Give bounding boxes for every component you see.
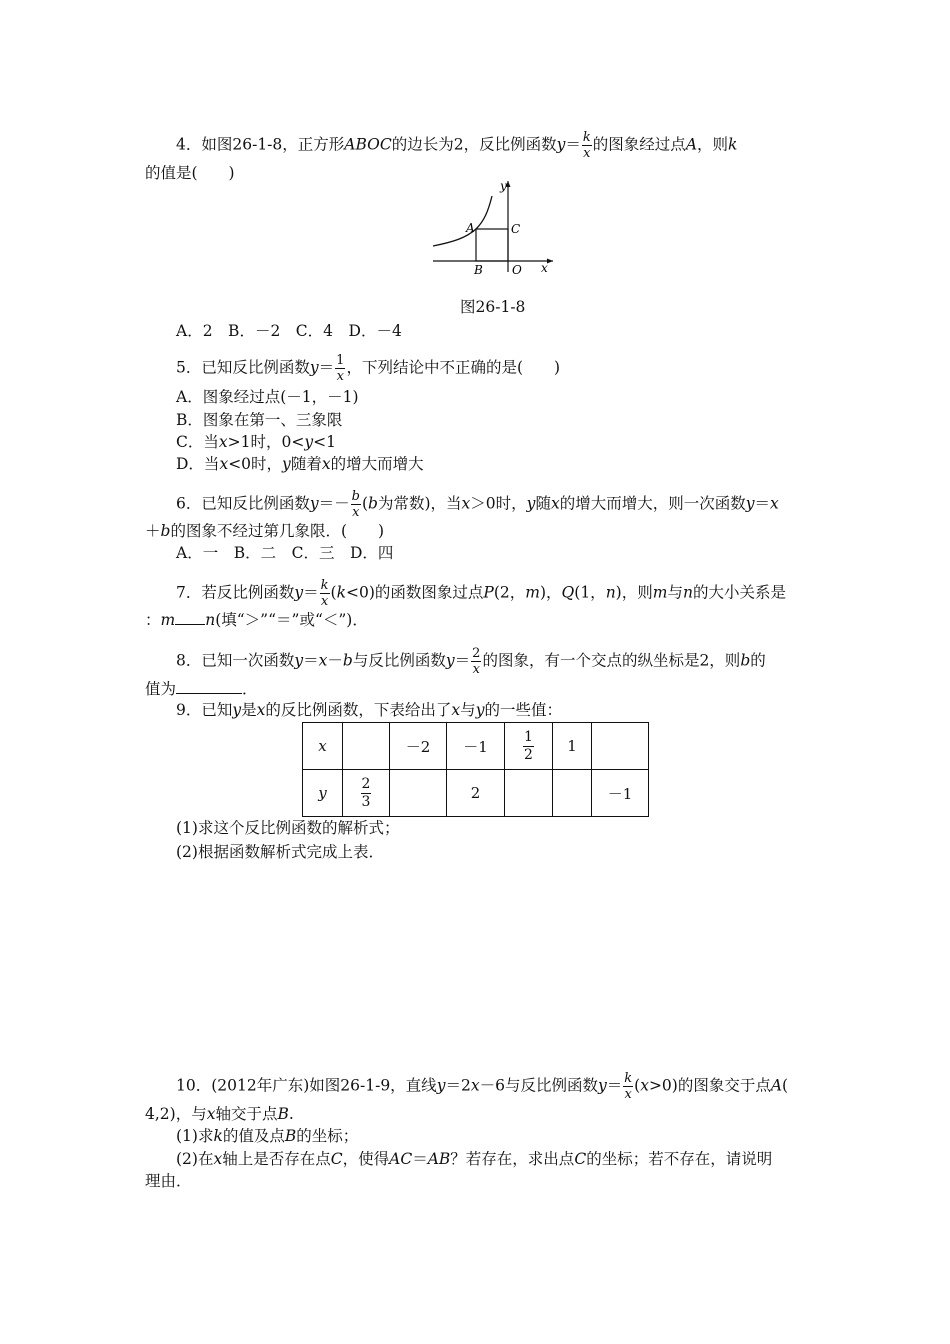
- table-cell: [592, 723, 649, 770]
- q7-answer-blank[interactable]: [175, 610, 205, 625]
- q10-line-last: 理由．: [145, 1172, 192, 1190]
- table-cell: [343, 723, 390, 770]
- q4-line1: 4．如图26-1-8，正方形ABOC的边长为2，反比例函数y＝ $\frac{k}{x}$ 的图象经过点A，则k: [176, 130, 738, 161]
- q4-options: A．2 B．－2 C．4 D．－4: [176, 322, 402, 340]
- q6-line2: ＋b的图象不经过第几象限．( ): [145, 522, 385, 540]
- hyperbola-curve: [433, 196, 492, 246]
- q5-fraction: $\frac{1}{x}$: [336, 353, 345, 384]
- q8-answer-blank[interactable]: [176, 679, 242, 694]
- table-row-x: [303, 723, 649, 770]
- point-A-label: A: [466, 221, 475, 235]
- q7-fraction: $\frac{k}{x}$: [320, 578, 329, 609]
- q5-line1: 5．已知反比例函数y＝ $\frac{1}{x}$ ，下列结论中不正确的是( ): [176, 353, 561, 384]
- q8-line2: 值为 ．: [145, 680, 258, 698]
- point-C-label: C: [511, 222, 521, 236]
- table-cell: 2: [447, 770, 505, 817]
- table-cell: －1: [592, 770, 649, 817]
- q4-line2: 的值是( ): [145, 164, 235, 182]
- q5-option-b: B．图象在第一、三象限: [176, 411, 343, 429]
- table-cell: －2: [390, 723, 447, 770]
- q8-fraction: $\frac{2}{x}$: [472, 646, 481, 677]
- q9-sub1: (1)求这个反比例函数的解析式；: [176, 819, 400, 837]
- q9-line1: 9．已知y是x的反比例函数，下表给出了x与y的一些值：: [176, 701, 562, 719]
- q5-option-c: C．当x>1时，0<y<1: [176, 433, 336, 451]
- q10-line1: 10．(2012年广东)如图26-1-9，直线y＝2x－6与反比例函数y＝ $\frac{k}{x}$ (x>0)的图象交于点A(: [176, 1071, 789, 1102]
- table-y-header: y: [303, 770, 343, 817]
- table-cell-fraction: $\frac{2}{3}$: [343, 770, 390, 817]
- q8-line1: 8．已知一次函数y＝x－b与反比例函数y＝ $\frac{2}{x}$ 的图象，有一个交点的纵坐标是2，则b的: [176, 646, 766, 677]
- q4-fraction: $\frac{k}{x}$: [582, 130, 591, 161]
- q6-line1: 6．已知反比例函数y＝－ $\frac{b}{x}$ (b为常数)，当x＞0时，y随x的增大而增大，则一次函数y＝x: [176, 489, 779, 520]
- table-cell: －1: [447, 723, 505, 770]
- figure-caption: 图26-1-8: [460, 298, 526, 316]
- q9-sub2: (2)根据函数解析式完成上表．: [176, 843, 384, 861]
- table-cell: [553, 770, 592, 817]
- q10-line2: 4,2)，与x轴交于点B.: [145, 1105, 294, 1123]
- q6-options: A．一 B．二 C．三 D．四: [176, 544, 394, 562]
- point-B-label: B: [474, 263, 483, 276]
- q5-option-d: D．当x<0时，y随着x的增大而增大: [176, 455, 424, 473]
- x-axis-arrow: [547, 259, 553, 264]
- table-cell: [390, 770, 447, 817]
- square-ABOC: [476, 229, 508, 261]
- table-row-y: [303, 770, 649, 817]
- q10-sub2: (2)在x轴上是否存在点C，使得AC＝AB？若存在，求出点C的坐标；若不存在，请说明: [176, 1150, 773, 1168]
- x-axis-label: x: [541, 261, 548, 275]
- q10-fraction: $\frac{k}{x}$: [624, 1071, 633, 1102]
- q5-option-a: A．图象经过点(－1，－1): [176, 388, 359, 406]
- q7-line2: ：m n(填“＞”“＝”或“＜”)．: [145, 611, 368, 629]
- table-cell: 1: [553, 723, 592, 770]
- y-axis-label: y: [500, 179, 507, 193]
- table-cell-fraction: $\frac{1}{2}$: [505, 723, 553, 770]
- point-O-label: O: [512, 263, 522, 276]
- table-cell: [505, 770, 553, 817]
- figure-26-1-8: [428, 176, 558, 276]
- table-x-header: x: [303, 723, 343, 770]
- q7-line1: 7．若反比例函数y＝ $\frac{k}{x}$ (k<0)的函数图象过点P(2，m)，Q(1，n)，则m与n的大小关系是: [176, 578, 786, 609]
- q6-fraction: $\frac{b}{x}$: [351, 489, 360, 520]
- q10-sub1: (1)求k的值及点B的坐标；: [176, 1127, 359, 1145]
- values-table: [302, 722, 649, 817]
